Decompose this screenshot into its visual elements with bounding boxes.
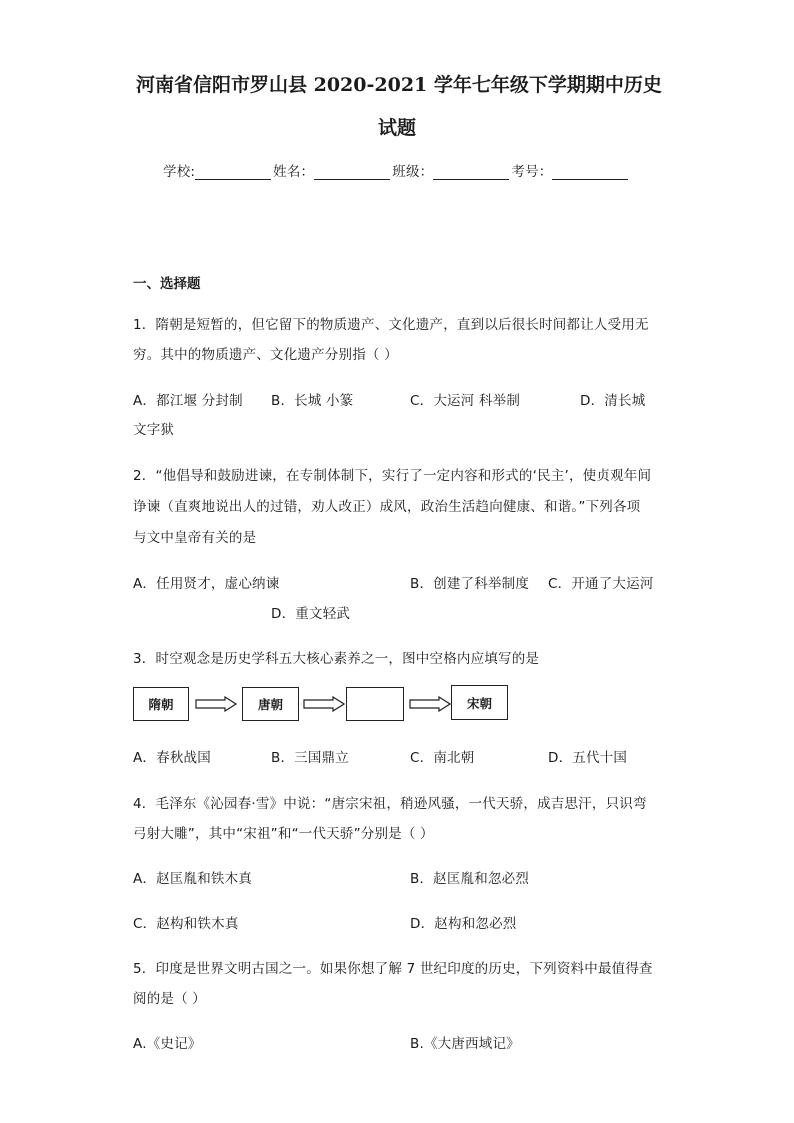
diagram-box-song: 宋朝 <box>451 685 508 720</box>
diagram-arrow-icon <box>409 696 451 712</box>
diagram-arrow-icon <box>195 696 237 712</box>
q2-option-b[interactable]: B．创建了科举制度 <box>410 576 530 592</box>
diagram-arrow-icon <box>303 696 345 712</box>
q4-stem: 4．毛泽东《沁园春·雪》中说：“唐宗宋祖，稍逊风骚，一代天骄，成吉思汗，只识弯 <box>133 796 647 812</box>
q4-option-d[interactable]: D．赵构和忽必烈 <box>410 916 517 932</box>
q5-option-b[interactable]: B.《大唐西域记》 <box>410 1036 520 1052</box>
q3-option-a[interactable]: A．春秋战国 <box>133 750 211 766</box>
diagram-box-blank <box>346 687 404 721</box>
q2-option-a[interactable]: A．任用贤才，虚心纳谏 <box>133 576 280 592</box>
q1-option-a[interactable]: A．都江堰 分封制 <box>133 393 243 409</box>
q2-option-d[interactable]: D．重文轻武 <box>271 606 351 622</box>
q2-stem: 2．“他倡导和鼓励进谏，在专制体制下，实行了一定内容和形式的‘民主’，使贞观年间 <box>133 468 652 484</box>
q5-stem: 阅的是（ ） <box>133 991 206 1007</box>
q1-option-c[interactable]: C．大运河 科举制 <box>410 393 521 409</box>
q1-option-d[interactable]: D．清长城 <box>580 393 646 409</box>
page-title-continued: 试题 <box>378 117 417 139</box>
page-title: 河南省信阳市罗山县 2020-2021 学年七年级下学期期中历史 <box>136 74 662 96</box>
q1-stem: 1．隋朝是短暂的，但它留下的物质遗产、文化遗产，直到以后很长时间都让人受用无 <box>133 317 649 333</box>
exam-number-label: 考号： <box>511 164 553 180</box>
diagram-box-sui: 隋朝 <box>133 687 189 721</box>
q5-option-a[interactable]: A.《史记》 <box>133 1036 202 1052</box>
name-label: 姓名： <box>273 164 315 180</box>
q1-option-d-continued: 文字狱 <box>133 422 175 438</box>
q5-stem: 5．印度是世界文明古国之一。如果你想了解 7 世纪印度的历史，下列资料中最值得查 <box>133 961 653 977</box>
class-blank[interactable] <box>433 167 509 180</box>
class-label: 班级： <box>392 164 434 180</box>
q1-option-b[interactable]: B．长城 小篆 <box>271 393 354 409</box>
q2-option-c[interactable]: C．开通了大运河 <box>548 576 654 592</box>
q3-option-b[interactable]: B．三国鼎立 <box>271 750 349 766</box>
student-info-row <box>163 160 630 180</box>
school-blank[interactable] <box>195 167 271 180</box>
q3-option-c[interactable]: C．南北朝 <box>410 750 475 766</box>
q4-option-a[interactable]: A．赵匡胤和铁木真 <box>133 871 253 887</box>
name-blank[interactable] <box>314 167 390 180</box>
exam-number-blank[interactable] <box>552 167 628 180</box>
q2-stem: 诤谏（直爽地说出人的过错，劝人改正）成风，政治生活趋向健康、和谐。”下列各项 <box>133 499 641 515</box>
q2-stem: 与文中皇帝有关的是 <box>133 530 257 546</box>
school-label: 学校: <box>163 164 196 180</box>
q3-stem: 3．时空观念是历史学科五大核心素养之一，图中空格内应填写的是 <box>133 651 540 667</box>
section-heading: 一、选择题 <box>133 276 201 292</box>
q3-option-d[interactable]: D．五代十国 <box>548 750 628 766</box>
diagram-box-tang: 唐朝 <box>242 687 299 721</box>
q4-option-c[interactable]: C．赵构和铁木真 <box>133 916 239 932</box>
q4-option-b[interactable]: B．赵匡胤和忽必烈 <box>410 871 530 887</box>
q4-stem: 弓射大雕”，其中“宋祖”和“一代天骄”分别是（ ） <box>133 826 434 842</box>
q1-stem: 穷。其中的物质遗产、文化遗产分别指（ ） <box>133 347 398 363</box>
